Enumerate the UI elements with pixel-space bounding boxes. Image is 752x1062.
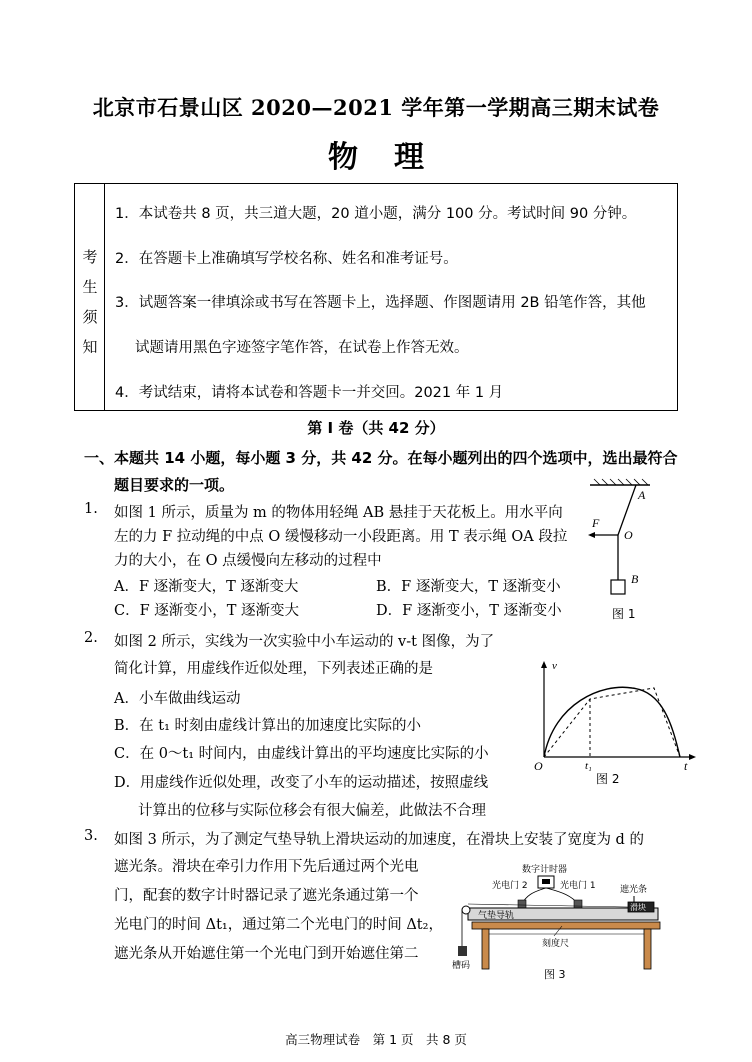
- q1-stem-line: 左的力 F 拉动绳的中点 O 缓慢移动一小段距离。用 T 表示绳 OA 段拉: [114, 529, 568, 545]
- notice-heading: [75, 184, 105, 410]
- q1-option-b: B．F 逐渐变大，T 逐渐变小: [376, 579, 561, 595]
- notice-box: [74, 183, 678, 411]
- q2-option-d-cont: 计算出的位移与实际位移会有很大偏差，此做法不合理: [138, 803, 486, 819]
- fig1-label-a: A: [638, 488, 646, 502]
- exam-title: 北京市石景山区 2020—2021 学年第一学期高三期末试卷: [92, 95, 660, 120]
- notice-heading-char: 生: [82, 278, 98, 296]
- q3-stem-line: 遮光条从开始遮住第一个光电门到开始遮住第二: [114, 946, 419, 962]
- q2-stem-line: 如图 2 所示，实线为一次实验中小车运动的 v-t 图像，为了: [114, 634, 495, 650]
- fig3-slider-label: 滑块: [630, 903, 646, 912]
- fig3-caption: 图 3: [544, 968, 566, 981]
- question-number: 3.: [84, 828, 98, 844]
- notice-heading-char: 考: [82, 248, 98, 266]
- notice-item: 3．试题答案一律填涂或书写在答题卡上，选择题、作图题请用 2B 铅笔作答，其他: [115, 295, 646, 311]
- page-footer: 高三物理试卷 第 1 页 共 8 页: [285, 1032, 467, 1047]
- fig3-gate2-label: 光电门 2: [492, 881, 528, 891]
- fig1-caption: 图 1: [612, 607, 636, 621]
- fig3-timer-label: 数字计时器: [522, 865, 568, 875]
- q1-option-a: A．F 逐渐变大，T 逐渐变大: [114, 579, 299, 595]
- notice-item: 4．考试结束，请将本试卷和答题卡一并交回。2021 年 1 月: [115, 385, 504, 401]
- figure-1: [580, 477, 660, 625]
- q2-option-d: D．用虚线作近似处理，改变了小车的运动描述，按照虚线: [114, 775, 489, 791]
- subject-title: 物理: [328, 140, 460, 175]
- part1-title: 第 Ⅰ 卷（共 42 分）: [307, 419, 445, 437]
- figure-2: [532, 653, 704, 793]
- fig3-strip-label: 遮光条: [620, 885, 648, 895]
- figure-3: [452, 860, 672, 982]
- notice-heading-char: 知: [82, 338, 98, 356]
- question-number: 2.: [84, 630, 98, 646]
- section-instructions: 一、本题共 14 小题，每小题 3 分，共 42 分。在每小题列出的四个选项中，选出最符合: [84, 449, 678, 467]
- fig1-label-b: B: [631, 572, 639, 586]
- q3-stem-line: 门，配套的数字计时器记录了遮光条通过第一个: [114, 888, 419, 904]
- fig2-origin: O: [534, 759, 543, 773]
- q2-option-a: A．小车做曲线运动: [114, 691, 241, 707]
- notice-heading-char: 须: [82, 308, 98, 326]
- fig3-ruler-label: 刻度尺: [542, 939, 570, 949]
- q1-option-d: D．F 逐渐变小，T 逐渐变小: [376, 603, 562, 619]
- fig2-axis-t: t: [684, 759, 688, 773]
- q1-stem-line: 如图 1 所示，质量为 m 的物体用轻绳 AB 悬挂于天花板上。用水平向: [114, 505, 563, 521]
- notice-item: 试题请用黑色字迹签字笔作答，在试卷上作答无效。: [135, 340, 469, 356]
- q3-stem-line: 光电门的时间 Δt₁，通过第二个光电门的时间 Δt₂，: [114, 917, 443, 933]
- notice-item: 1．本试卷共 8 页，共三道大题，20 道小题，满分 100 分。考试时间 90 分钟。: [115, 206, 637, 222]
- notice-item: 2．在答题卡上准确填写学校名称、姓名和准考证号。: [115, 251, 458, 267]
- fig1-label-f: F: [592, 516, 600, 530]
- question-number: 1.: [84, 501, 98, 517]
- fig2-t1: t₁: [585, 760, 592, 772]
- fig2-caption: 图 2: [596, 772, 620, 786]
- q2-stem-line: 简化计算，用虚线作近似处理，下列表述正确的是: [114, 661, 433, 677]
- q3-stem-line: 如图 3 所示，为了测定气垫导轨上滑块运动的加速度，在滑块上安装了宽度为 d 的: [114, 832, 644, 848]
- q1-stem-line: 力的大小，在 O 点缓慢向左移动的过程中: [114, 553, 382, 569]
- fig3-weight-label: 槽码: [452, 961, 471, 971]
- q1-option-c: C．F 逐渐变小，T 逐渐变大: [114, 603, 300, 619]
- q2-option-c: C．在 0～t₁ 时间内，由虚线计算出的平均速度比实际的小: [114, 746, 489, 762]
- fig3-rail-label: 气垫导轨: [478, 911, 515, 921]
- section-instructions-cont: 题目要求的一项。: [114, 476, 235, 494]
- fig2-axis-v: v: [552, 660, 557, 672]
- q2-option-b: B．在 t₁ 时刻由虚线计算出的加速度比实际的小: [114, 718, 422, 734]
- fig3-gate1-label: 光电门 1: [560, 881, 596, 891]
- q3-stem-line: 遮光条。滑块在牵引力作用下先后通过两个光电: [114, 859, 419, 875]
- fig1-label-o: O: [624, 528, 633, 542]
